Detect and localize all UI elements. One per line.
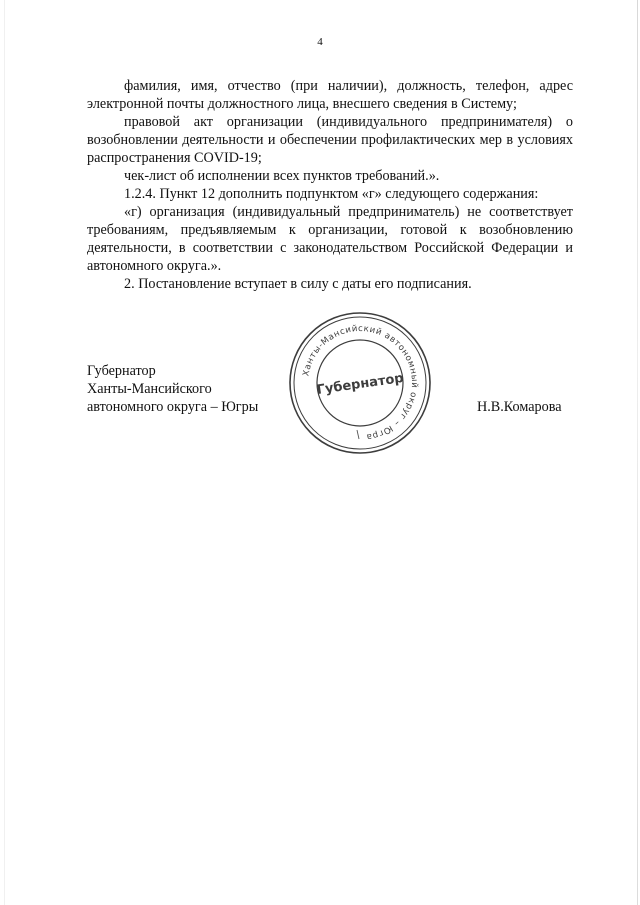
paragraph-effective-date: 2. Постановление вступает в силу с даты его подписания. — [124, 276, 472, 292]
seal-ring-text: Ханты-Мансийский автономный округ – Югра — [301, 323, 420, 442]
seal-signature-mark — [357, 430, 359, 439]
paragraph-legal-act: правовой акт организации (индивидуального предпринимателя) о возобновлении деятельности и обеспечении профилактических мер в условиях распространения COVID-19; — [87, 114, 573, 166]
signer-title-line-1: Губернатор — [87, 363, 156, 379]
paragraph-subclause-g: «г) организация (индивидуальный предприниматель) не соответствует требованиям, предъявляемым к организации, готовой к возобновлению деятельности, в соответствии с законодательством Российской Федерации и автономного округа.». — [87, 204, 573, 274]
paragraph-checklist: чек-лист об исполнении всех пунктов требований.». — [124, 168, 440, 184]
document-body — [87, 77, 573, 293]
scan-edge-left — [4, 0, 5, 905]
signer-title-line-2: Ханты-Мансийского — [87, 381, 212, 397]
paragraph-contact-details: фамилия, имя, отчество (при наличии), должность, телефон, адрес электронной почты должностного лица, внесшего сведения в Систему; — [87, 78, 573, 112]
seal-center-text: Губернатор — [315, 370, 405, 399]
page-number: 4 — [317, 36, 323, 48]
scan-edge-right — [637, 0, 638, 905]
signature-position — [87, 362, 258, 416]
paragraph-clause-1-2-4: 1.2.4. Пункт 12 дополнить подпунктом «г» следующего содержания: — [124, 186, 539, 202]
signer-name: Н.В.Комарова — [477, 399, 562, 415]
signer-title-line-3: автономного округа – Югры — [87, 399, 259, 415]
official-seal-stamp — [285, 308, 435, 458]
